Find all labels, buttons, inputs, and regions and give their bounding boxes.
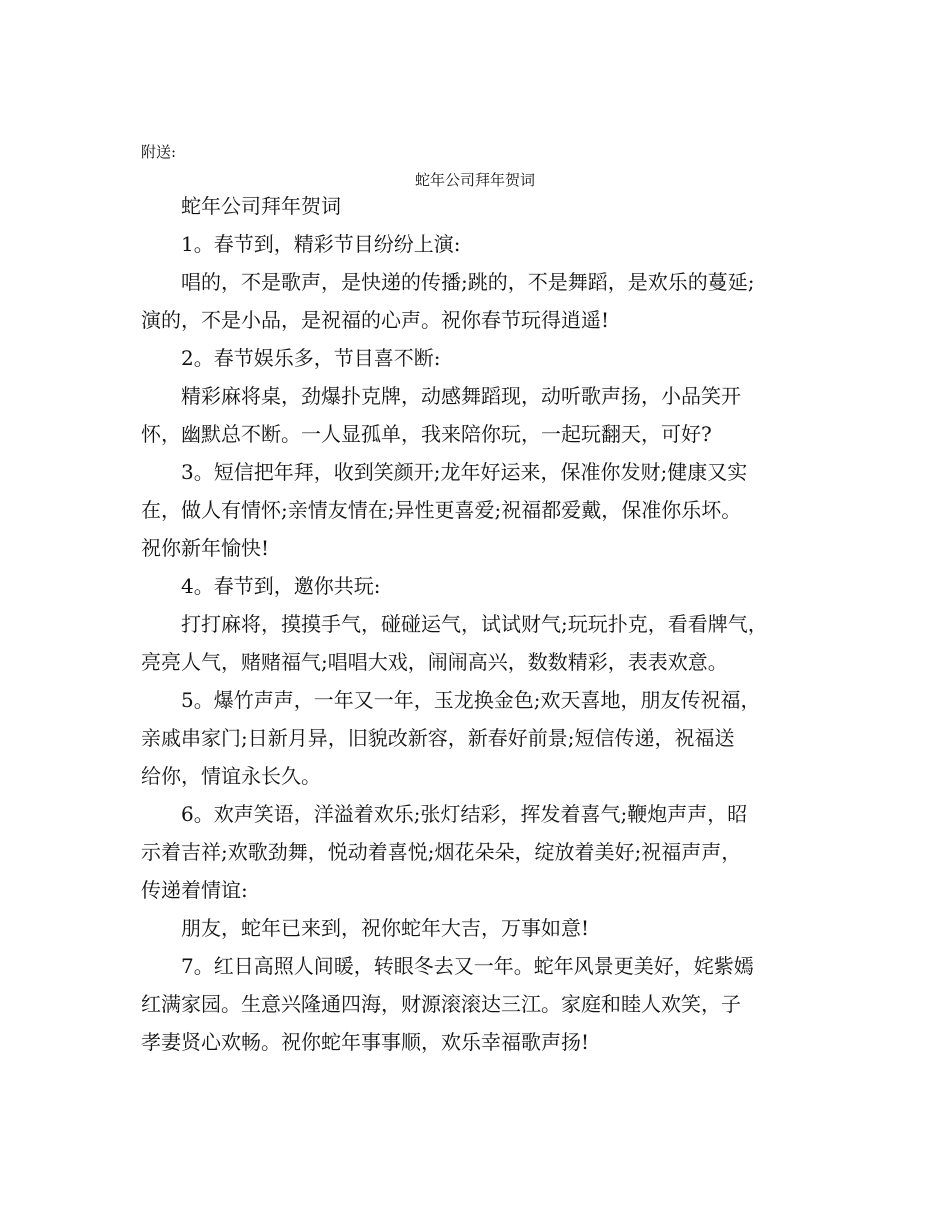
document-title: 蛇年公司拜年贺词 <box>414 171 535 189</box>
paragraph <box>141 453 813 567</box>
document-body <box>141 187 813 1061</box>
paragraph <box>141 795 813 909</box>
paragraph <box>141 225 813 263</box>
paragraph <box>141 681 813 795</box>
text-line: 6。欢声笑语，洋溢着欢乐;张灯结彩，挥发着喜气;鞭炮声声，昭 <box>181 802 748 826</box>
text-line: 5。爆竹声声，一年又一年，玉龙换金色;欢天喜地，朋友传祝福， <box>181 688 761 712</box>
text-line: 亮亮人气，赌赌福气;唱唱大戏，闹闹高兴，数数精彩，表表欢意。 <box>141 650 728 674</box>
paragraph <box>141 909 813 947</box>
paragraph <box>141 947 813 1061</box>
text-line: 示着吉祥;欢歌劲舞，悦动着喜悦;烟花朵朵，绽放着美好;祝福声声， <box>141 840 742 864</box>
text-line: 3。短信把年拜，收到笑颜开;龙年好运来，保准你发财;健康又实 <box>181 460 748 484</box>
text-line: 精彩麻将桌，劲爆扑克牌，动感舞蹈现，动听歌声扬，小品笑开 <box>181 384 741 408</box>
text-line: 唱的，不是歌声，是快递的传播;跳的，不是舞蹈，是欢乐的蔓延; <box>181 270 755 294</box>
paragraph <box>141 605 813 681</box>
text-line: 朋友，蛇年已来到，祝你蛇年大吉，万事如意! <box>181 916 590 940</box>
text-line: 在，做人有情怀;亲情友情在;异性更喜爱;祝福都爱戴，保准你乐坏。 <box>141 498 742 522</box>
paragraph <box>141 187 813 225</box>
text-line: 红满家园。生意兴隆通四海，财源滚滚达三江。家庭和睦人欢笑，子 <box>141 992 741 1016</box>
text-line: 打打麻将，摸摸手气，碰碰运气，试试财气;玩玩扑克，看看牌气， <box>181 612 768 636</box>
text-line: 怀，幽默总不断。一人显孤单，我来陪你玩，一起玩翻天，可好? <box>141 422 712 446</box>
text-line: 传递着情谊: <box>141 878 248 902</box>
text-line: 7。红日高照人间暖，转眼冬去又一年。蛇年风景更美好，姹紫嫣 <box>181 954 754 978</box>
text-line: 1。春节到，精彩节目纷纷上演: <box>181 232 461 256</box>
text-line: 给你，情谊永长久。 <box>141 764 321 788</box>
text-line: 演的，不是小品，是祝福的心声。祝你春节玩得逍遥! <box>141 308 610 332</box>
paragraph <box>141 339 813 377</box>
paragraph <box>141 263 813 339</box>
text-line: 孝妻贤心欢畅。祝你蛇年事事顺，欢乐幸福歌声扬! <box>141 1030 590 1054</box>
paragraph <box>141 567 813 605</box>
text-line: 亲戚串家门;日新月异，旧貌改新容，新春好前景;短信传递，祝福送 <box>141 726 735 750</box>
text-line: 蛇年公司拜年贺词 <box>181 194 341 218</box>
text-line: 祝你新年愉快! <box>141 536 270 560</box>
text-line: 4。春节到，邀你共玩: <box>181 574 381 598</box>
text-line: 2。春节娱乐多，节目喜不断: <box>181 346 441 370</box>
paragraph <box>141 377 813 453</box>
attachment-label: 附送: <box>141 143 177 161</box>
